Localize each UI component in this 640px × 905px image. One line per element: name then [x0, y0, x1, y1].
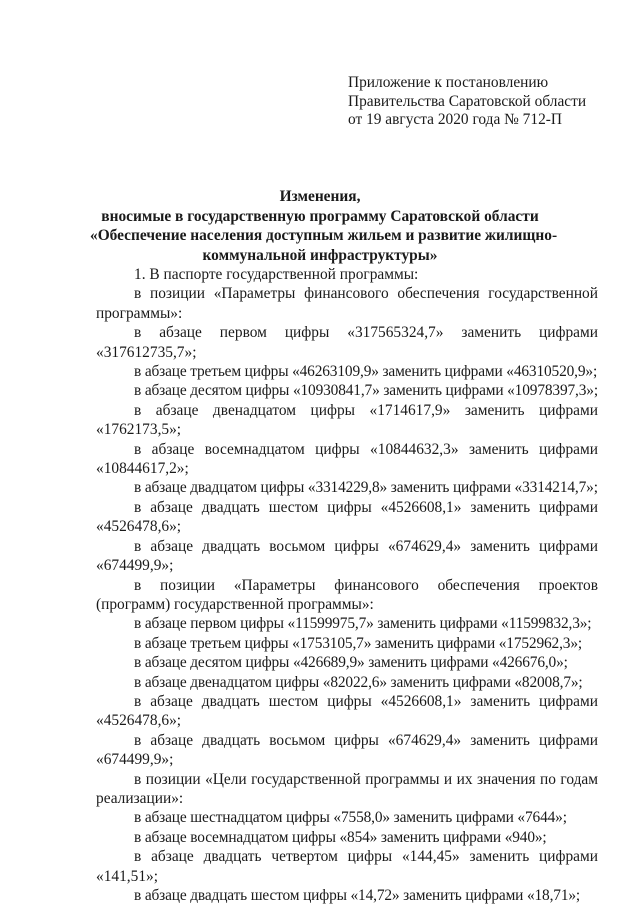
document-title [90, 187, 558, 265]
title-line: Изменения, [279, 188, 361, 205]
document-body [96, 265, 598, 905]
header-line: Правительства Саратовской области [348, 92, 587, 110]
paragraph: в абзаце первом цифры «317565324,7» заменить цифрами «317612735,7»; [96, 324, 598, 361]
header-line: Приложение к постановлению [348, 74, 549, 91]
paragraph: в абзаце двадцать шестом цифры «4526608,1» заменить цифрами «4526478,6»; [96, 692, 598, 730]
paragraph: в абзаце третьем цифры «46263109,9» заменить цифрами «46310520,9»; [134, 363, 598, 381]
paragraph: в абзаце шестнадцатом цифры «7558,0» заменить цифрами «7644»; [134, 809, 567, 827]
paragraph: в абзаце третьем цифры «1753105,7» заменить цифрами «1752962,3»; [134, 634, 583, 652]
paragraph: в абзаце восемнадцатом цифры «854» заменить цифрами «940»; [134, 828, 547, 846]
title-line: вносимые в государственную программу Саратовской области [101, 207, 539, 225]
paragraph: в абзаце двенадцатом цифры «1714617,9» заменить цифрами «1762173,5»; [96, 401, 598, 439]
paragraph: в позиции «Параметры финансового обеспечения государственной программы»: [96, 285, 598, 322]
paragraph: в абзаце двадцатом цифры «3314229,8» заменить цифрами «3314214,7»; [134, 479, 598, 497]
paragraph: в абзаце двенадцатом цифры «82022,6» заменить цифрами «82008,7»; [134, 673, 583, 691]
paragraph: 1. В паспорте государственной программы: [134, 266, 419, 283]
title-line: «Обеспечение населения доступным жильем и развитие жилищно- [90, 227, 558, 245]
paragraph: в абзаце двадцать восьмом цифры «674629,4» заменить цифрами «674499,9»; [96, 537, 598, 575]
paragraph: в абзаце двадцать четвертом цифры «144,45» заменить цифрами «141,51»; [96, 848, 598, 885]
paragraph: в позиции «Параметры финансового обеспечения проектов (программ) государственной программы»: [96, 576, 598, 613]
paragraph: в абзаце двадцать восьмом цифры «674629,4» заменить цифрами «674499,9»; [96, 731, 598, 769]
paragraph: в абзаце десятом цифры «10930841,7» заменить цифрами «10978397,3»; [134, 382, 598, 400]
appendix-header [348, 74, 628, 130]
paragraph: в абзаце двадцать шестом цифры «4526608,1» заменить цифрами «4526478,6»; [96, 498, 598, 536]
paragraph: в абзаце десятом цифры «426689,9» заменить цифрами «426676,0»; [134, 654, 568, 672]
title-line: коммунальной инфраструктуры» [202, 246, 438, 264]
paragraph: в абзаце восемнадцатом цифры «10844632,3» заменить цифрами «10844617,2»; [96, 440, 598, 478]
paragraph: в абзаце двадцать шестом цифры «14,72» заменить цифрами «18,71»; [134, 887, 581, 904]
paragraph: в позиции «Цели государственной программы и их значения по годам реализации»: [96, 770, 598, 807]
paragraph: в абзаце первом цифры «11599975,7» заменить цифрами «11599832,3»; [134, 615, 592, 633]
header-line: от 19 августа 2020 года № 712-П [348, 111, 563, 128]
